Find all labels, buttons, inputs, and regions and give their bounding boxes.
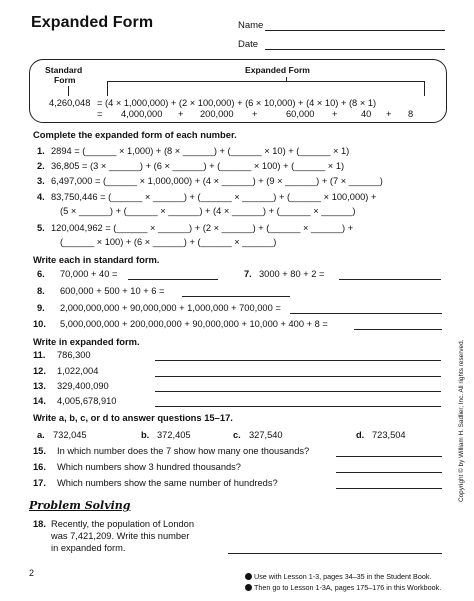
example-plus: + — [178, 109, 184, 119]
answer-line[interactable] — [228, 553, 442, 554]
item-number: 9. — [37, 303, 45, 313]
example-val: 60,000 — [286, 109, 315, 119]
item-number: 18. — [33, 519, 46, 529]
problem-solving-heading: Problem Solving — [29, 499, 131, 512]
example-box — [29, 59, 447, 123]
answer-line[interactable] — [354, 329, 442, 330]
example-val: 8 — [408, 109, 414, 119]
answer-line[interactable] — [336, 472, 442, 473]
answer-line[interactable] — [290, 313, 442, 314]
answer-line[interactable] — [182, 296, 290, 297]
answer-line[interactable] — [128, 279, 218, 280]
item-number: 5. — [37, 223, 45, 233]
item-number: 12. — [33, 366, 46, 376]
standard-bracket — [68, 86, 69, 96]
expanded-bracket-right — [424, 81, 425, 96]
choice-value: 327,540 — [249, 430, 283, 440]
answer-line[interactable] — [155, 391, 441, 392]
item-18-line: Recently, the population of London — [51, 519, 195, 529]
item-4-line2: (5 × ______) + (______ × ______) + (4 × ______) + (______ × ______) — [60, 206, 356, 216]
example-row2-eq: = — [97, 109, 103, 119]
item-13-text: 329,400,090 — [57, 381, 109, 391]
choice-value: 723,504 — [372, 430, 406, 440]
item-5-line2: (______ × 100) + (6 × ______) + (______ × ______) — [60, 237, 277, 247]
section3-heading: Write in expanded form. — [33, 336, 140, 347]
item-18-line: in expanded form. — [51, 543, 126, 553]
copyright-text: Copyright © by William H. Sadlier, Inc. All rights reserved. — [458, 339, 465, 502]
item-number: 13. — [33, 381, 46, 391]
answer-line[interactable] — [336, 488, 442, 489]
choice-value: 732,045 — [53, 430, 87, 440]
page-number: 2 — [29, 568, 35, 578]
answer-line[interactable] — [339, 279, 441, 280]
item-number: 2. — [37, 161, 45, 171]
choice-letter: c. — [233, 430, 241, 440]
footer-note-2 — [245, 584, 441, 591]
item-number: 16. — [33, 462, 46, 472]
answer-line[interactable] — [155, 406, 441, 407]
date-label: Date — [238, 39, 259, 50]
item-number: 8. — [37, 286, 45, 296]
item-16-text: Which numbers show 3 hundred thousands? — [57, 462, 241, 472]
choice-letter: b. — [141, 430, 150, 440]
lesson-icon — [245, 584, 252, 591]
item-8-text: 600,000 + 500 + 10 + 6 = — [60, 286, 165, 296]
standard-label: Standard — [45, 65, 83, 75]
answer-line[interactable] — [155, 360, 441, 361]
section2-heading: Write each in standard form. — [33, 254, 160, 265]
item-number: 7. — [244, 269, 252, 279]
item-2-text: 36,805 = (3 × ______) + (6 × ______) + (______ × 100) + (______ × 1) — [51, 161, 345, 171]
expanded-bracket-left — [107, 81, 108, 96]
item-14-text: 4,005,678,910 — [57, 396, 117, 406]
example-val: 200,000 — [200, 109, 234, 119]
item-9-text: 2,000,000,000 + 90,000,000 + 1,000,000 + 700,000 = — [60, 303, 281, 313]
expanded-form-label: Expanded Form — [245, 65, 310, 75]
item-number: 14. — [33, 396, 46, 406]
item-12-text: 1,022,004 — [57, 366, 99, 376]
answer-line[interactable] — [155, 376, 441, 377]
answer-line[interactable] — [336, 456, 442, 457]
item-number: 15. — [33, 446, 46, 456]
example-plus: + — [386, 109, 392, 119]
example-row1: = (4 × 1,000,000) + (2 × 100,000) + (6 × 10,000) + (4 × 10) + (8 × 1) — [97, 98, 377, 108]
item-number: 1. — [37, 146, 45, 156]
choice-value: 372,405 — [157, 430, 191, 440]
item-5-line1: 120,004,962 = (______ × ______) + (2 × ______) + (______ × ______) + — [51, 223, 354, 233]
expanded-bracket — [107, 81, 425, 82]
choice-letter: a. — [37, 430, 45, 440]
form-label: Form — [54, 75, 76, 85]
example-val: 40 — [361, 109, 372, 119]
example-val: 4,000,000 — [121, 109, 163, 119]
example-plus: + — [252, 109, 258, 119]
name-label: Name — [238, 20, 264, 31]
item-7-text: 3000 + 80 + 2 = — [259, 269, 325, 279]
footer-note-1-text: Use with Lesson 1-3, pages 34–35 in the Student Book. — [254, 572, 432, 581]
item-4-line1: 83,750,446 = (______ × ______) + (______ × ______) + (______ × 100,000) + — [51, 192, 377, 202]
item-1-text: 2894 = (______ × 1,000) + (8 × ______) + (______ × 10) + (______ × 1) — [51, 146, 350, 156]
footer-note-2-text: Then go to Lesson 1-3A, pages 175–176 in this Workbook. — [254, 583, 442, 592]
footer-note-1 — [245, 573, 431, 580]
item-number: 11. — [33, 350, 46, 360]
item-3-text: 6,497,000 = (______ × 1,000,000) + (4 × ______) + (9 × ______) + (7 × ______) — [51, 176, 383, 186]
item-17-text: Which numbers show the same number of hundreds? — [57, 478, 278, 488]
item-11-text: 786,300 — [57, 350, 91, 360]
lesson-icon — [245, 573, 252, 580]
item-number: 4. — [37, 192, 45, 202]
item-15-text: In which number does the 7 show how many one thousands? — [57, 446, 310, 456]
item-number: 17. — [33, 478, 46, 488]
example-number: 4,260,048 — [49, 98, 91, 108]
choice-letter: d. — [356, 430, 365, 440]
item-18-line: was 7,421,209. Write this number — [51, 531, 190, 541]
example-plus: + — [332, 109, 338, 119]
name-field[interactable] — [265, 30, 445, 31]
page-title: Expanded Form — [31, 14, 154, 31]
item-number: 10. — [33, 319, 46, 329]
date-field[interactable] — [265, 49, 445, 50]
item-number: 6. — [37, 269, 45, 279]
item-6-text: 70,000 + 40 = — [60, 269, 118, 279]
section4-heading: Write a, b, c, or d to answer questions 15–17. — [33, 412, 233, 423]
item-number: 3. — [37, 176, 45, 186]
section1-heading: Complete the expanded form of each number. — [33, 129, 237, 140]
item-10-text: 5,000,000,000 + 200,000,000 + 90,000,000 + 10,000 + 400 + 8 = — [60, 319, 328, 329]
